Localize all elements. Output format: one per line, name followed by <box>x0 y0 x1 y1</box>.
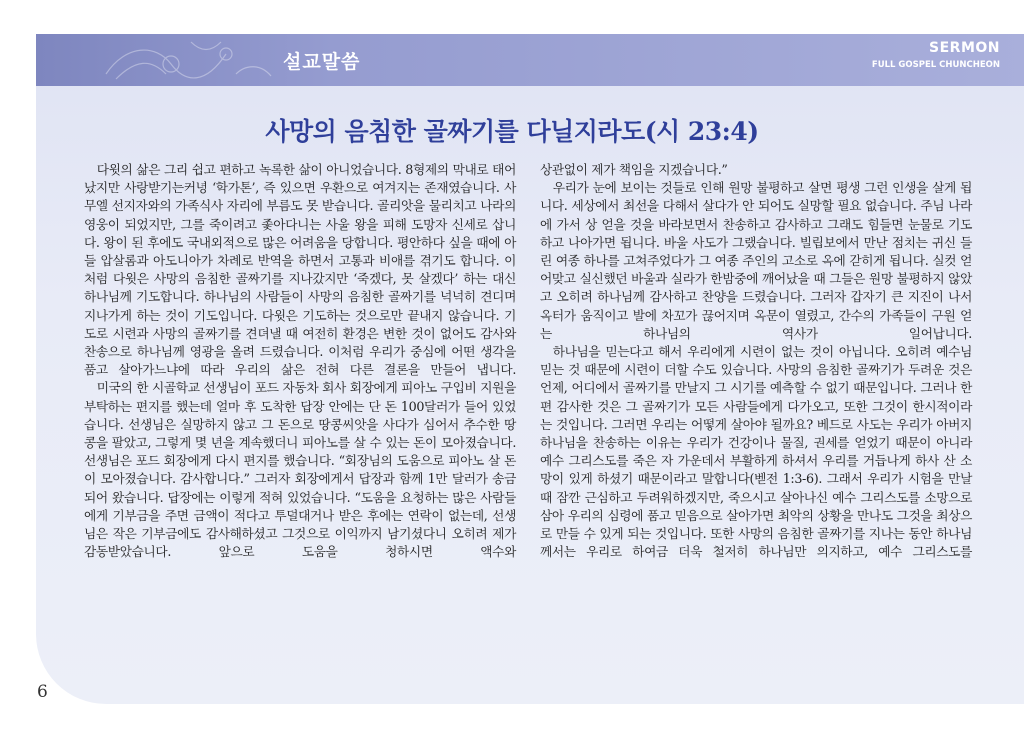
left-column <box>84 161 516 561</box>
brand-sermon: SERMON <box>929 40 1000 56</box>
article-title: 사망의 음침한 골짜기를 다닐지라도(시 23:4) <box>265 117 759 146</box>
right-column <box>540 161 972 561</box>
page-number: 6 <box>37 682 48 702</box>
brand-block <box>872 40 1000 70</box>
section-title: 설교말씀 <box>283 51 361 73</box>
paragraph: 미국의 한 시골학교 선생님이 포드 자동차 회사 회장에게 피아노 구입비 지원을 부탁하는 편지를 했는데 얼마 후 도착한 답장 안에는 단 돈 100달러가 들어 있었습니다. 선생님은 실망하지 않고 그 돈으로 땅콩씨앗을 사다가 심어서 추수한 땅콩을 팔았고, 그렇게 몇 년을 계속했더니 피아노를 살 수 있는 돈이 모아졌습니다. 선생님은 포드 회장에게 다시 편지를 했습니다. “회장님의 도움으로 피아노 살 돈이 모아졌습니다. 감사합니다.” 그러자 회장에게서 답장과 함께 1만 달러가 송금되어 왔습니다. 답장에는 이렇게 적혀 있었습니다. “도움을 요청하는 많은 사람들에게 기부금을 주면 금액이 적다고 투덜대거나 받은 후에는 연락이 없는데, 선생님은 작은 기부금에도 감사해하셨고 그것으로 이익까지 남기셨다니 오히려 제가 감동받았습니다. 앞으로 도움을 청하시면 액수와 <box>84 380 516 560</box>
paragraph: 상관없이 제가 책임을 지겠습니다.” <box>540 162 728 177</box>
floral-ornament-icon <box>96 34 276 86</box>
paragraph: 다윗의 삶은 그리 쉽고 편하고 녹록한 삶이 아니었습니다. 8형제의 막내로 태어났지만 사랑받기는커녕 ‘학가톤’, 즉 있으면 우환으로 여겨지는 존재였습니다. 사무엘 선지자와의 가족식사 자리에 부름도 못 받습니다. 골리앗을 물리치고 나라의 영웅이 되었지만, 그를 죽이려고 좇아다니는 사울 왕을 피해 도망자 신세로 삽니다. 왕이 된 후에도 국내외적으로 많은 어려움을 당합니다. 평안하다 싶을 때에 아들 압살롬과 아도니아가 차례로 반역을 하면서 고통과 비애를 겪기도 합니다. 이처럼 다윗은 사망의 음침한 골짜기를 지나갔지만 ‘죽겠다, 못 살겠다’ 하는 대신 하나님께 기도합니다. 하나님의 사람들이 사망의 음침한 골짜기를 넉넉히 견디며 지나가게 하는 것이 기도입니다. 다윗은 기도하는 것으로만 끝내지 않습니다. 기도로 시련과 사망의 골짜기를 견뎌낼 때 여전히 환경은 변한 것이 없어도 감사와 찬송으로 하나님께 영광을 올려 드렸습니다. 이처럼 우리가 중심에 어떤 생각을 품고 살아가느냐에 따라 우리의 삶은 전혀 다른 결론을 만들어 냅니다. <box>84 162 516 378</box>
brand-church: FULL GOSPEL CHUNCHEON <box>871 60 1000 70</box>
paragraph: 우리가 눈에 보이는 것들로 인해 원망 불평하고 살면 평생 그런 인생을 살게 됩니다. 세상에서 최선을 다해서 살다가 안 되어도 실망할 필요 없습니다. 주님 나라에 가서 상 얻을 것을 바라보면서 찬송하고 감사하고 그래도 힘들면 눈물로 기도하고 나아가면 됩니다. 바울 사도가 그랬습니다. 빌립보에서 만난 점치는 귀신 들린 여종 하나를 고쳐주었다가 그 여종 주인의 고소로 옥에 갇히게 됩니다. 실컷 얻어맞고 실신했던 바울과 실라가 한밤중에 깨어났을 때 그들은 원망 불평하지 않았고 오히려 하나님께 감사하고 찬양을 드렸습니다. 그러자 갑자기 큰 지진이 나서 옥터가 움직이고 발에 차꼬가 끊어지며 옥문이 열렸고, 간수의 가족들이 구원 얻는 하나님의 역사가 일어납니다. <box>540 180 972 341</box>
paragraph: 하나님을 믿는다고 해서 우리에게 시련이 없는 것이 아닙니다. 오히려 예수님 믿는 것 때문에 시련이 더할 수도 있습니다. 사망의 음침한 골짜기가 두려운 것은 언제, 어디에서 골짜기를 만날지 그 시기를 예측할 수 없기 때문입니다. 그러나 한편 감사한 것은 그 골짜기가 모든 사람들에게 다가오고, 또한 그것이 한시적이라는 것입니다. 그러면 우리는 어떻게 살아야 될까요? 베드로 사도는 우리가 아버지 하나님을 찬송하는 이유는 우리가 건강이나 물질, 권세를 얻었기 때문이 아니라 예수 그리스도를 죽은 자 가운데서 부활하게 하셔서 우리를 거듭나게 하사 산 소망이 있게 하셨기 때문이라고 말합니다(벧전 1:3-6). 그래서 우리가 시험을 만날 때 잠깐 근심하고 두려워하겠지만, 죽으시고 살아나신 예수 그리스도를 소망으로 삼아 우리의 심령에 품고 믿음으로 살아가면 최악의 상황을 만나도 그것을 최상으로 만들 수 있게 되는 것입니다. 또한 사망의 음침한 골짜기를 지나는 동안 하나님께서는 우리로 하여금 더욱 철저히 하나님만 의지하고, 예수 그리스도를 <box>540 344 972 560</box>
